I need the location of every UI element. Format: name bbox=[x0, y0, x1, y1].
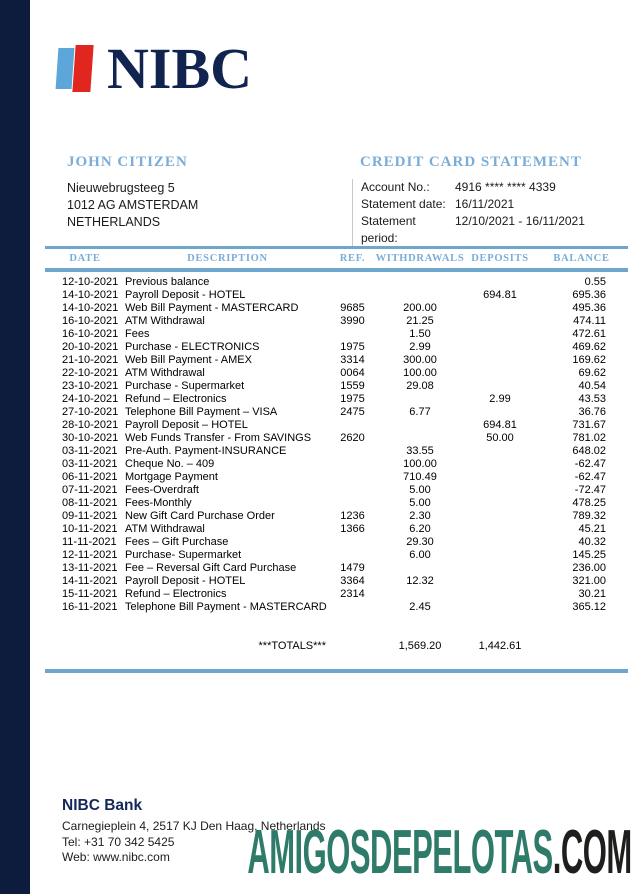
cell-deposit bbox=[465, 484, 535, 497]
table-row bbox=[45, 445, 628, 458]
cell-withdrawal: 6.77 bbox=[409, 405, 431, 418]
cell-date: 06-11-2021 bbox=[62, 470, 118, 483]
logo-wordmark: NIBC bbox=[107, 36, 253, 101]
cell-ref: 3990 bbox=[340, 314, 365, 327]
cell-ref bbox=[330, 497, 375, 510]
spacer-row bbox=[45, 614, 628, 640]
cell-description: Telephone Bill Payment - MASTERCARD bbox=[125, 600, 327, 613]
cell-description: Fees-Monthly bbox=[125, 496, 192, 509]
cell-date: 13-11-2021 bbox=[62, 561, 118, 574]
cell-deposit bbox=[465, 328, 535, 341]
table-row bbox=[45, 367, 628, 380]
cell-deposit bbox=[465, 601, 535, 614]
cell-ref bbox=[330, 328, 375, 341]
table-row bbox=[45, 588, 628, 601]
account-number-label: Account No.: bbox=[361, 180, 430, 194]
cell-description: Payroll Deposit - HOTEL bbox=[125, 288, 246, 301]
table-row bbox=[45, 328, 628, 341]
cell-ref bbox=[330, 549, 375, 562]
cell-description: Previous balance bbox=[125, 275, 210, 288]
cell-balance: 45.21 bbox=[578, 522, 606, 535]
statement-date-label: Statement date: bbox=[361, 197, 446, 211]
cell-date: 14-10-2021 bbox=[62, 288, 119, 301]
col-header-balance: BALANCE bbox=[553, 252, 610, 264]
col-header-deposits: DEPOSITS bbox=[471, 252, 529, 264]
statement-title: CREDIT CARD STATEMENT bbox=[360, 154, 582, 170]
table-row bbox=[45, 289, 628, 302]
cell-description: Web Bill Payment - AMEX bbox=[125, 353, 252, 366]
cell-date: 27-10-2021 bbox=[62, 405, 119, 418]
cell-balance: 781.02 bbox=[572, 431, 606, 444]
logo-blue-bar bbox=[56, 48, 75, 89]
transactions-body bbox=[45, 270, 628, 614]
cell-description: Fees – Gift Purchase bbox=[125, 535, 229, 548]
cell-deposit bbox=[465, 497, 535, 510]
table-row bbox=[45, 393, 628, 406]
cell-balance: -62.47 bbox=[574, 470, 606, 483]
cell-balance: 474.11 bbox=[573, 314, 606, 327]
table-header bbox=[45, 248, 628, 270]
cell-withdrawal: 29.08 bbox=[406, 379, 434, 392]
table-row bbox=[45, 484, 628, 497]
cell-balance: -62.47 bbox=[574, 457, 606, 470]
cell-withdrawal: 100.00 bbox=[403, 366, 437, 379]
cell-deposit: 50.00 bbox=[486, 431, 514, 444]
cell-deposit: 2.99 bbox=[489, 392, 511, 405]
cell-date: 15-11-2021 bbox=[62, 587, 118, 600]
cell-balance: 365.12 bbox=[572, 600, 606, 613]
table-row bbox=[45, 510, 628, 523]
table-row bbox=[45, 419, 628, 432]
table-row bbox=[45, 406, 628, 419]
cell-date: 16-11-2021 bbox=[62, 600, 118, 613]
nibc-logo bbox=[56, 36, 253, 101]
cell-date: 12-11-2021 bbox=[62, 548, 118, 561]
bank-address: Carnegieplein 4, 2517 KJ Den Haag, Netherlands bbox=[62, 819, 326, 833]
cell-withdrawal: 200.00 bbox=[403, 301, 437, 314]
cell-deposit bbox=[465, 302, 535, 315]
cell-ref bbox=[330, 601, 375, 614]
cell-withdrawal: 1.50 bbox=[409, 327, 431, 340]
cell-balance: 145.25 bbox=[572, 548, 606, 561]
transactions-grid bbox=[45, 246, 628, 654]
cell-description: Purchase - Supermarket bbox=[125, 379, 245, 392]
cell-balance: -72.47 bbox=[574, 483, 606, 496]
cell-deposit: 694.81 bbox=[483, 418, 517, 431]
cell-withdrawal: 12.32 bbox=[406, 574, 434, 587]
nibc-logo-mark-icon bbox=[56, 44, 94, 94]
cell-withdrawal bbox=[375, 562, 465, 575]
cell-withdrawal: 100.00 bbox=[403, 457, 437, 470]
cell-deposit bbox=[465, 575, 535, 588]
bank-name: NIBC Bank bbox=[62, 797, 143, 814]
cell-description: Payroll Deposit - HOTEL bbox=[125, 574, 246, 587]
cell-balance: 43.53 bbox=[578, 392, 606, 405]
cell-ref: 1366 bbox=[340, 522, 365, 535]
totals-deposits: 1,442.61 bbox=[478, 640, 522, 652]
totals-withdrawals: 1,569.20 bbox=[398, 640, 442, 652]
cell-deposit bbox=[465, 588, 535, 601]
cell-date: 08-11-2021 bbox=[62, 496, 118, 509]
cell-balance: 40.32 bbox=[578, 535, 606, 548]
cell-withdrawal: 21.25 bbox=[406, 314, 434, 327]
cell-ref: 0064 bbox=[340, 366, 365, 379]
cell-deposit bbox=[465, 367, 535, 380]
cell-description: Fee – Reversal Gift Card Purchase bbox=[125, 561, 297, 574]
cell-description: New Gift Card Purchase Order bbox=[125, 509, 275, 522]
cell-description: ATM Withdrawal bbox=[125, 366, 205, 379]
cell-date: 20-10-2021 bbox=[62, 340, 119, 353]
cell-date: 14-10-2021 bbox=[62, 301, 119, 314]
table-row bbox=[45, 575, 628, 588]
bank-web: Web: www.nibc.com bbox=[62, 850, 170, 864]
statement-fields bbox=[352, 179, 585, 247]
cell-balance: 495.36 bbox=[572, 301, 606, 314]
cell-ref bbox=[330, 289, 375, 302]
cell-withdrawal bbox=[375, 419, 465, 432]
totals-section bbox=[45, 614, 628, 654]
table-row bbox=[45, 471, 628, 484]
cell-description: Fees-Overdraft bbox=[125, 483, 199, 496]
cell-date: 16-10-2021 bbox=[62, 327, 119, 340]
cell-deposit bbox=[465, 549, 535, 562]
totals-row bbox=[45, 640, 628, 654]
cell-deposit bbox=[465, 510, 535, 523]
cell-deposit bbox=[465, 270, 535, 289]
cell-date: 23-10-2021 bbox=[62, 379, 119, 392]
cell-description: Refund – Electronics bbox=[125, 587, 227, 600]
cell-description: Fees bbox=[125, 327, 150, 340]
cell-withdrawal: 5.00 bbox=[409, 483, 431, 496]
cell-date: 21-10-2021 bbox=[62, 353, 119, 366]
col-header-withdrawals: WITHDRAWALS bbox=[375, 252, 465, 264]
cell-description: Purchase - ELECTRONICS bbox=[125, 340, 260, 353]
cell-ref bbox=[330, 484, 375, 497]
cell-ref bbox=[330, 419, 375, 432]
cell-withdrawal bbox=[375, 289, 465, 302]
cell-withdrawal: 300.00 bbox=[403, 353, 437, 366]
watermark-suffix: .COM bbox=[553, 818, 632, 887]
statement-date-row bbox=[357, 196, 585, 213]
cell-ref: 2314 bbox=[340, 587, 365, 600]
cell-ref: 2620 bbox=[340, 431, 365, 444]
table-row bbox=[45, 497, 628, 510]
cell-date: 10-11-2021 bbox=[62, 522, 118, 535]
table-row bbox=[45, 562, 628, 575]
cell-balance: 789.32 bbox=[572, 509, 606, 522]
table-row bbox=[45, 315, 628, 328]
cell-ref: 2475 bbox=[340, 405, 365, 418]
cell-withdrawal bbox=[375, 270, 465, 289]
cell-withdrawal: 2.99 bbox=[409, 340, 431, 353]
statement-date-value: 16/11/2021 bbox=[455, 197, 515, 211]
cell-ref bbox=[330, 270, 375, 289]
logo-red-bar bbox=[72, 45, 93, 92]
cell-balance: 40.54 bbox=[578, 379, 606, 392]
table-row bbox=[45, 354, 628, 367]
cell-description: Mortgage Payment bbox=[125, 470, 218, 483]
cell-deposit bbox=[465, 471, 535, 484]
cell-date: 24-10-2021 bbox=[62, 392, 119, 405]
cell-date: 30-10-2021 bbox=[62, 431, 119, 444]
cell-withdrawal: 2.45 bbox=[409, 600, 431, 613]
cell-balance: 30.21 bbox=[578, 587, 606, 600]
cell-description: ATM Withdrawal bbox=[125, 522, 205, 535]
col-header-date: DATE bbox=[69, 252, 101, 264]
transactions-table bbox=[45, 246, 628, 673]
cell-ref bbox=[330, 471, 375, 484]
address-line: NETHERLANDS bbox=[67, 215, 161, 229]
cell-withdrawal: 6.20 bbox=[409, 522, 431, 535]
cell-description: Pre-Auth. Payment-INSURANCE bbox=[125, 444, 287, 457]
account-number-value: 4916 **** **** 4339 bbox=[455, 180, 556, 194]
bank-tel: Tel: +31 70 342 5425 bbox=[62, 834, 175, 849]
cell-deposit: 694.81 bbox=[483, 288, 517, 301]
cell-description: Payroll Deposit – HOTEL bbox=[125, 418, 248, 431]
table-row bbox=[45, 549, 628, 562]
cell-balance: 0.55 bbox=[584, 275, 606, 288]
cell-ref bbox=[330, 445, 375, 458]
cell-description: Cheque No. – 409 bbox=[125, 457, 215, 470]
cell-deposit bbox=[465, 458, 535, 471]
cell-deposit bbox=[465, 406, 535, 419]
col-header-ref: REF. bbox=[339, 252, 366, 264]
statement-period-row bbox=[357, 213, 585, 247]
cell-ref: 3364 bbox=[340, 574, 365, 587]
cell-balance: 648.02 bbox=[572, 444, 606, 457]
cell-balance: 169.62 bbox=[572, 353, 606, 366]
cell-deposit bbox=[465, 562, 535, 575]
cell-description: Web Funds Transfer - From SAVINGS bbox=[125, 431, 312, 444]
cell-balance: 236.00 bbox=[572, 561, 606, 574]
table-row bbox=[45, 432, 628, 445]
cell-ref: 1479 bbox=[340, 561, 365, 574]
table-row bbox=[45, 270, 628, 289]
cell-deposit bbox=[465, 380, 535, 393]
table-header-row bbox=[45, 248, 628, 270]
cell-withdrawal bbox=[375, 432, 465, 445]
statement-info-block bbox=[360, 154, 593, 247]
cell-deposit bbox=[465, 354, 535, 367]
cell-ref: 9685 bbox=[340, 301, 365, 314]
address-line: Nieuwebrugsteeg 5 bbox=[67, 181, 175, 195]
cell-ref: 1559 bbox=[340, 379, 365, 392]
cell-ref: 3314 bbox=[340, 353, 365, 366]
table-row bbox=[45, 523, 628, 536]
cell-deposit bbox=[465, 341, 535, 354]
cell-deposit bbox=[465, 445, 535, 458]
col-header-description: DESCRIPTION bbox=[187, 252, 268, 264]
cell-date: 22-10-2021 bbox=[62, 366, 119, 379]
customer-block bbox=[67, 154, 198, 231]
cell-date: 16-10-2021 bbox=[62, 314, 119, 327]
cell-balance: 472.61 bbox=[572, 327, 606, 340]
table-row bbox=[45, 536, 628, 549]
cell-deposit bbox=[465, 523, 535, 536]
cell-description: Purchase- Supermarket bbox=[125, 548, 242, 561]
cell-date: 03-11-2021 bbox=[62, 444, 118, 457]
cell-ref: 1236 bbox=[340, 509, 365, 522]
cell-balance: 695.36 bbox=[572, 288, 606, 301]
cell-deposit bbox=[465, 315, 535, 328]
cell-description: ATM Withdrawal bbox=[125, 314, 205, 327]
cell-date: 11-11-2021 bbox=[62, 535, 117, 548]
cell-ref bbox=[330, 536, 375, 549]
totals-label: ***TOTALS*** bbox=[258, 640, 326, 652]
cell-deposit bbox=[465, 536, 535, 549]
cell-date: 14-11-2021 bbox=[62, 574, 118, 587]
watermark-main: AMIGOSDEPELOTAS bbox=[247, 818, 554, 887]
cell-date: 09-11-2021 bbox=[62, 509, 118, 522]
cell-balance: 36.76 bbox=[578, 405, 606, 418]
cell-withdrawal: 2.30 bbox=[409, 509, 431, 522]
cell-balance: 69.62 bbox=[578, 366, 606, 379]
cell-date: 28-10-2021 bbox=[62, 418, 119, 431]
cell-withdrawal bbox=[375, 393, 465, 406]
table-row bbox=[45, 380, 628, 393]
page-edge-bar bbox=[0, 0, 30, 894]
cell-ref: 1975 bbox=[340, 392, 365, 405]
table-row bbox=[45, 302, 628, 315]
customer-address bbox=[67, 180, 198, 231]
cell-description: Refund – Electronics bbox=[125, 392, 227, 405]
cell-balance: 731.67 bbox=[572, 418, 606, 431]
address-line: 1012 AG AMSTERDAM bbox=[67, 198, 199, 212]
cell-withdrawal: 5.00 bbox=[409, 496, 431, 509]
cell-date: 03-11-2021 bbox=[62, 457, 118, 470]
cell-date: 12-10-2021 bbox=[62, 275, 119, 288]
table-row bbox=[45, 341, 628, 354]
cell-withdrawal: 6.00 bbox=[409, 548, 431, 561]
table-row bbox=[45, 458, 628, 471]
cell-description: Telephone Bill Payment – VISA bbox=[125, 405, 278, 418]
cell-balance: 321.00 bbox=[572, 574, 606, 587]
cell-withdrawal: 33.55 bbox=[406, 444, 434, 457]
cell-balance: 469.62 bbox=[572, 340, 606, 353]
cell-description: Web Bill Payment - MASTERCARD bbox=[125, 301, 299, 314]
cell-withdrawal: 29.30 bbox=[406, 535, 434, 548]
account-number-row bbox=[357, 179, 585, 196]
cell-ref: 1975 bbox=[340, 340, 365, 353]
cell-withdrawal bbox=[375, 588, 465, 601]
customer-name: JOHN CITIZEN bbox=[67, 154, 188, 170]
cell-withdrawal: 710.49 bbox=[403, 470, 437, 483]
watermark bbox=[247, 818, 632, 887]
cell-balance: 478.25 bbox=[572, 496, 606, 509]
table-row bbox=[45, 601, 628, 614]
statement-period-label: Statement period: bbox=[361, 214, 416, 245]
cell-date: 07-11-2021 bbox=[62, 483, 118, 496]
cell-ref bbox=[330, 458, 375, 471]
statement-period-value: 12/10/2021 - 16/11/2021 bbox=[455, 214, 585, 228]
